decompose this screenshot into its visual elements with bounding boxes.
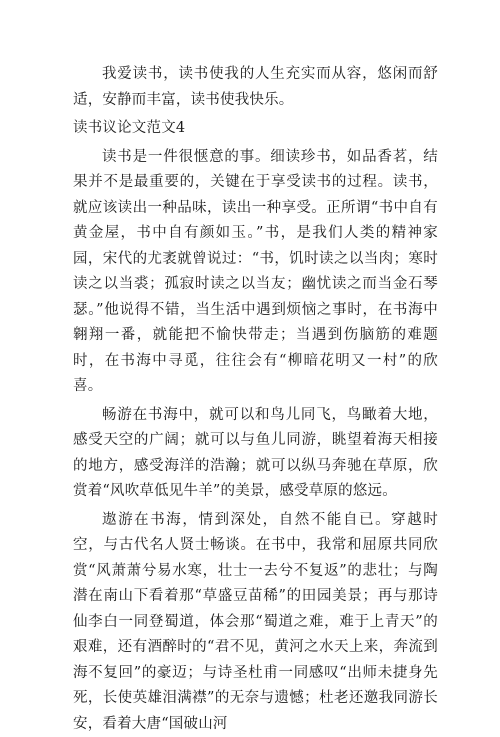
section-title: 读书议论文范文4: [73, 116, 438, 142]
intro-paragraph: 我爱读书，读书使我的人生充实而从容，悠闲而舒适，安静而丰富，读书使我快乐。: [73, 62, 438, 113]
body-paragraph-2: 畅游在书海中，就可以和鸟儿同飞，鸟瞰着大地，感受天空的广阔；就可以与鱼儿同游，眺望着海天相接的地方，感受海洋的浩瀚；就可以纵马奔驰在草原，欣赏着“风吹草低见牛羊”的美景，感受草原的悠远。: [73, 403, 438, 505]
body-paragraph-3: 遨游在书海，情到深处，自然不能自已。穿越时空，与古代名人贤士畅谈。在书中，我常和屈原共同欣赏“风萧萧兮易水寒，壮士一去兮不复返”的悲壮；与陶潜在南山下看着那“草盛豆苗稀”的田园美景；再与那诗仙李白一同登蜀道，体会那“蜀道之难，难于上青天”的艰难，还有酒醉时的“君不见，黄河之水天上来，奔流到海不复回”的豪迈；与诗圣杜甫一同感叹“出师未捷身先死，长使英雄泪满襟”的无奈与遗憾；杜老还邀我同游长安，看着大唐“国破山河: [73, 508, 438, 737]
body-paragraph-1: 读书是一件很惬意的事。细读珍书，如品香茗，结果并不是最重要的，关键在于享受读书的过程。读书，就应该读出一种品味，读出一种享受。正所谓“书中自有黄金屋，书中自有颜如玉。”书，是我们人类的精神家园，宋代的尤袤就曾说过：“书，饥时读之以当肉；寒时读之以当裘；孤寂时读之以当友；幽忧读之而当金石琴瑟。”他说得不错，当生活中遇到烦恼之事时，在书海中翱翔一番，就能把不愉快带走；当遇到伤脑筋的难题时，在书海中寻觅，往往会有“柳暗花明又一村”的欣喜。: [73, 145, 438, 400]
